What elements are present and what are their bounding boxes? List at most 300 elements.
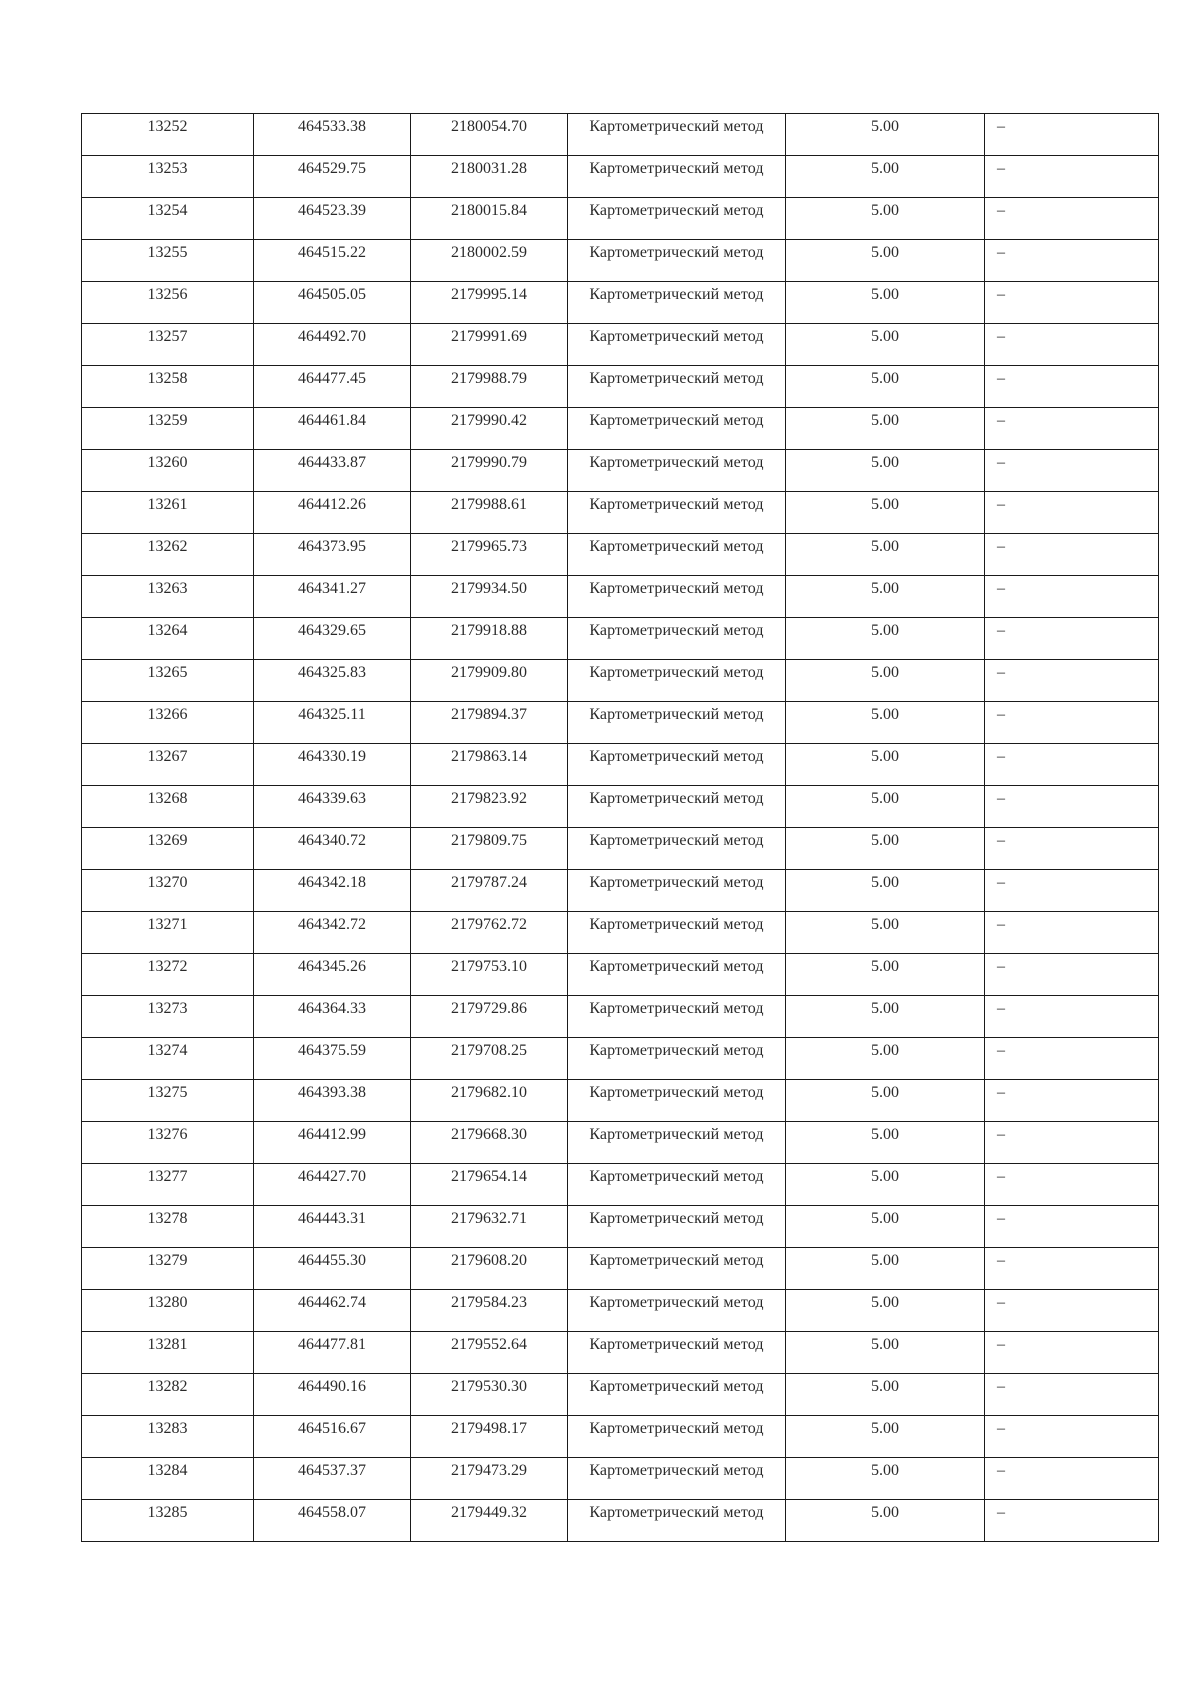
note-value: – — [997, 328, 1005, 345]
coordinates-table-body — [82, 114, 1159, 1542]
y-coordinate-value: 2179990.42 — [451, 412, 527, 429]
x-coordinate-cell — [254, 408, 411, 450]
point-number-cell — [82, 114, 254, 156]
point-number-value: 13257 — [147, 328, 188, 345]
y-coordinate-value: 2179823.92 — [451, 790, 527, 807]
y-coordinate-value: 2179473.29 — [451, 1462, 527, 1479]
y-coordinate-cell — [411, 912, 568, 954]
y-coordinate-cell — [411, 996, 568, 1038]
note-value: – — [997, 1504, 1005, 1521]
note-cell — [985, 240, 1159, 282]
method-cell — [568, 1374, 786, 1416]
note-cell — [985, 996, 1159, 1038]
point-number-value: 13254 — [147, 202, 188, 219]
note-cell — [985, 1332, 1159, 1374]
point-number-value: 13270 — [147, 874, 188, 891]
table-row — [82, 1206, 1159, 1248]
accuracy-cell — [786, 1038, 985, 1080]
method-cell — [568, 618, 786, 660]
method-cell — [568, 1416, 786, 1458]
note-value: – — [997, 454, 1005, 471]
point-number-value: 13259 — [147, 412, 188, 429]
x-coordinate-value: 464342.18 — [298, 874, 366, 891]
note-value: – — [997, 1168, 1005, 1185]
note-value: – — [997, 622, 1005, 639]
accuracy-cell — [786, 408, 985, 450]
accuracy-cell — [786, 576, 985, 618]
accuracy-value: 5.00 — [871, 790, 899, 807]
coordinates-table — [81, 113, 1159, 1542]
accuracy-cell — [786, 1332, 985, 1374]
accuracy-value: 5.00 — [871, 1420, 899, 1437]
note-cell — [985, 618, 1159, 660]
point-number-value: 13277 — [147, 1168, 188, 1185]
x-coordinate-value: 464529.75 — [298, 160, 366, 177]
x-coordinate-cell — [254, 156, 411, 198]
note-value: – — [997, 286, 1005, 303]
y-coordinate-value: 2179632.71 — [451, 1210, 527, 1227]
x-coordinate-value: 464523.39 — [298, 202, 366, 219]
method-value: Картометрический метод — [589, 1294, 764, 1311]
y-coordinate-cell — [411, 324, 568, 366]
note-cell — [985, 1122, 1159, 1164]
accuracy-cell — [786, 828, 985, 870]
x-coordinate-cell — [254, 576, 411, 618]
accuracy-value: 5.00 — [871, 160, 899, 177]
x-coordinate-value: 464325.11 — [298, 706, 366, 723]
x-coordinate-cell — [254, 786, 411, 828]
accuracy-value: 5.00 — [871, 412, 899, 429]
note-cell — [985, 1416, 1159, 1458]
note-cell — [985, 156, 1159, 198]
note-value: – — [997, 370, 1005, 387]
accuracy-cell — [786, 492, 985, 534]
table-row — [82, 492, 1159, 534]
point-number-cell — [82, 1500, 254, 1542]
accuracy-cell — [786, 450, 985, 492]
x-coordinate-cell — [254, 492, 411, 534]
accuracy-value: 5.00 — [871, 1210, 899, 1227]
x-coordinate-value: 464393.38 — [298, 1084, 366, 1101]
note-value: – — [997, 496, 1005, 513]
y-coordinate-value: 2179654.14 — [451, 1168, 527, 1185]
point-number-value: 13273 — [147, 1000, 188, 1017]
y-coordinate-cell — [411, 1038, 568, 1080]
x-coordinate-cell — [254, 1416, 411, 1458]
table-row — [82, 912, 1159, 954]
note-value: – — [997, 1294, 1005, 1311]
method-value: Картометрический метод — [589, 1210, 764, 1227]
note-value: – — [997, 1000, 1005, 1017]
note-cell — [985, 1080, 1159, 1122]
point-number-value: 13255 — [147, 244, 188, 261]
note-cell — [985, 450, 1159, 492]
method-cell — [568, 1458, 786, 1500]
accuracy-value: 5.00 — [871, 958, 899, 975]
y-coordinate-value: 2179449.32 — [451, 1504, 527, 1521]
y-coordinate-value: 2179787.24 — [451, 874, 527, 891]
accuracy-value: 5.00 — [871, 1000, 899, 1017]
method-value: Картометрический метод — [589, 244, 764, 261]
note-cell — [985, 744, 1159, 786]
accuracy-value: 5.00 — [871, 1126, 899, 1143]
method-value: Картометрический метод — [589, 1042, 764, 1059]
accuracy-cell — [786, 744, 985, 786]
method-value: Картометрический метод — [589, 832, 764, 849]
x-coordinate-value: 464412.99 — [298, 1126, 366, 1143]
accuracy-value: 5.00 — [871, 454, 899, 471]
accuracy-value: 5.00 — [871, 1336, 899, 1353]
accuracy-value: 5.00 — [871, 1378, 899, 1395]
y-coordinate-value: 2179498.17 — [451, 1420, 527, 1437]
x-coordinate-value: 464412.26 — [298, 496, 366, 513]
point-number-cell — [82, 1416, 254, 1458]
point-number-value: 13266 — [147, 706, 188, 723]
y-coordinate-cell — [411, 156, 568, 198]
accuracy-value: 5.00 — [871, 244, 899, 261]
table-row — [82, 240, 1159, 282]
x-coordinate-value: 464373.95 — [298, 538, 366, 555]
note-value: – — [997, 916, 1005, 933]
accuracy-value: 5.00 — [871, 1252, 899, 1269]
method-value: Картометрический метод — [589, 454, 764, 471]
x-coordinate-cell — [254, 1332, 411, 1374]
method-value: Картометрический метод — [589, 412, 764, 429]
method-value: Картометрический метод — [589, 664, 764, 681]
point-number-cell — [82, 618, 254, 660]
method-cell — [568, 324, 786, 366]
method-cell — [568, 450, 786, 492]
point-number-value: 13264 — [147, 622, 188, 639]
y-coordinate-cell — [411, 660, 568, 702]
accuracy-value: 5.00 — [871, 622, 899, 639]
point-number-cell — [82, 828, 254, 870]
method-value: Картометрический метод — [589, 622, 764, 639]
accuracy-cell — [786, 996, 985, 1038]
table-row — [82, 156, 1159, 198]
method-value: Картометрический метод — [589, 1504, 764, 1521]
table-row — [82, 1458, 1159, 1500]
method-cell — [568, 1332, 786, 1374]
y-coordinate-cell — [411, 1164, 568, 1206]
note-cell — [985, 660, 1159, 702]
method-cell — [568, 1248, 786, 1290]
method-value: Картометрический метод — [589, 1126, 764, 1143]
x-coordinate-cell — [254, 366, 411, 408]
point-number-value: 13280 — [147, 1294, 188, 1311]
y-coordinate-cell — [411, 282, 568, 324]
x-coordinate-value: 464490.16 — [298, 1378, 366, 1395]
x-coordinate-cell — [254, 1206, 411, 1248]
note-value: – — [997, 538, 1005, 555]
point-number-cell — [82, 1374, 254, 1416]
note-cell — [985, 1374, 1159, 1416]
accuracy-cell — [786, 1164, 985, 1206]
x-coordinate-value: 464341.27 — [298, 580, 366, 597]
accuracy-cell — [786, 366, 985, 408]
x-coordinate-value: 464537.37 — [298, 1462, 366, 1479]
note-cell — [985, 1248, 1159, 1290]
y-coordinate-cell — [411, 702, 568, 744]
point-number-value: 13283 — [147, 1420, 188, 1437]
method-cell — [568, 786, 786, 828]
accuracy-value: 5.00 — [871, 664, 899, 681]
y-coordinate-value: 2179909.80 — [451, 664, 527, 681]
accuracy-value: 5.00 — [871, 916, 899, 933]
x-coordinate-value: 464342.72 — [298, 916, 366, 933]
point-number-cell — [82, 282, 254, 324]
accuracy-value: 5.00 — [871, 118, 899, 135]
x-coordinate-cell — [254, 702, 411, 744]
y-coordinate-cell — [411, 1500, 568, 1542]
point-number-cell — [82, 534, 254, 576]
method-value: Картометрический метод — [589, 1420, 764, 1437]
method-value: Картометрический метод — [589, 538, 764, 555]
note-cell — [985, 1206, 1159, 1248]
accuracy-cell — [786, 954, 985, 996]
accuracy-value: 5.00 — [871, 496, 899, 513]
note-cell — [985, 198, 1159, 240]
note-cell — [985, 1500, 1159, 1542]
accuracy-cell — [786, 324, 985, 366]
note-cell — [985, 1458, 1159, 1500]
x-coordinate-value: 464427.70 — [298, 1168, 366, 1185]
accuracy-cell — [786, 534, 985, 576]
accuracy-cell — [786, 660, 985, 702]
method-value: Картометрический метод — [589, 370, 764, 387]
y-coordinate-cell — [411, 1290, 568, 1332]
y-coordinate-cell — [411, 828, 568, 870]
y-coordinate-value: 2179991.69 — [451, 328, 527, 345]
y-coordinate-cell — [411, 1374, 568, 1416]
accuracy-cell — [786, 1500, 985, 1542]
point-number-cell — [82, 1164, 254, 1206]
accuracy-value: 5.00 — [871, 1462, 899, 1479]
point-number-cell — [82, 1080, 254, 1122]
y-coordinate-cell — [411, 870, 568, 912]
x-coordinate-value: 464505.05 — [298, 286, 366, 303]
point-number-value: 13274 — [147, 1042, 188, 1059]
accuracy-value: 5.00 — [871, 1084, 899, 1101]
point-number-cell — [82, 1206, 254, 1248]
note-value: – — [997, 1126, 1005, 1143]
x-coordinate-cell — [254, 1248, 411, 1290]
point-number-cell — [82, 870, 254, 912]
y-coordinate-value: 2179918.88 — [451, 622, 527, 639]
y-coordinate-value: 2179988.79 — [451, 370, 527, 387]
x-coordinate-value: 464329.65 — [298, 622, 366, 639]
method-value: Картометрический метод — [589, 1084, 764, 1101]
accuracy-value: 5.00 — [871, 328, 899, 345]
note-cell — [985, 576, 1159, 618]
method-value: Картометрический метод — [589, 160, 764, 177]
method-cell — [568, 954, 786, 996]
table-row — [82, 114, 1159, 156]
table-row — [82, 408, 1159, 450]
accuracy-cell — [786, 282, 985, 324]
method-cell — [568, 1290, 786, 1332]
x-coordinate-cell — [254, 954, 411, 996]
table-row — [82, 1374, 1159, 1416]
point-number-cell — [82, 450, 254, 492]
table-row — [82, 828, 1159, 870]
x-coordinate-value: 464364.33 — [298, 1000, 366, 1017]
accuracy-value: 5.00 — [871, 580, 899, 597]
method-cell — [568, 1206, 786, 1248]
note-cell — [985, 366, 1159, 408]
note-value: – — [997, 412, 1005, 429]
y-coordinate-cell — [411, 1122, 568, 1164]
table-row — [82, 450, 1159, 492]
table-row — [82, 954, 1159, 996]
x-coordinate-cell — [254, 996, 411, 1038]
y-coordinate-cell — [411, 618, 568, 660]
table-row — [82, 618, 1159, 660]
note-value: – — [997, 160, 1005, 177]
point-number-cell — [82, 240, 254, 282]
accuracy-value: 5.00 — [871, 286, 899, 303]
x-coordinate-value: 464330.19 — [298, 748, 366, 765]
y-coordinate-value: 2179863.14 — [451, 748, 527, 765]
accuracy-value: 5.00 — [871, 1294, 899, 1311]
point-number-value: 13278 — [147, 1210, 188, 1227]
method-cell — [568, 366, 786, 408]
y-coordinate-cell — [411, 1416, 568, 1458]
accuracy-cell — [786, 1290, 985, 1332]
method-value: Картометрический метод — [589, 1252, 764, 1269]
method-value: Картометрический метод — [589, 1462, 764, 1479]
table-row — [82, 324, 1159, 366]
y-coordinate-cell — [411, 744, 568, 786]
accuracy-value: 5.00 — [871, 370, 899, 387]
point-number-value: 13252 — [147, 118, 188, 135]
note-value: – — [997, 244, 1005, 261]
x-coordinate-cell — [254, 1458, 411, 1500]
method-cell — [568, 1164, 786, 1206]
note-cell — [985, 534, 1159, 576]
x-coordinate-value: 464492.70 — [298, 328, 366, 345]
accuracy-value: 5.00 — [871, 202, 899, 219]
table-row — [82, 870, 1159, 912]
accuracy-cell — [786, 1080, 985, 1122]
x-coordinate-cell — [254, 1038, 411, 1080]
note-value: – — [997, 118, 1005, 135]
point-number-cell — [82, 576, 254, 618]
note-value: – — [997, 874, 1005, 891]
y-coordinate-cell — [411, 1206, 568, 1248]
point-number-value: 13269 — [147, 832, 188, 849]
x-coordinate-value: 464462.74 — [298, 1294, 366, 1311]
x-coordinate-value: 464345.26 — [298, 958, 366, 975]
table-row — [82, 744, 1159, 786]
accuracy-value: 5.00 — [871, 706, 899, 723]
note-cell — [985, 324, 1159, 366]
note-value: – — [997, 748, 1005, 765]
x-coordinate-cell — [254, 534, 411, 576]
x-coordinate-cell — [254, 660, 411, 702]
point-number-value: 13281 — [147, 1336, 188, 1353]
x-coordinate-value: 464433.87 — [298, 454, 366, 471]
point-number-cell — [82, 660, 254, 702]
y-coordinate-cell — [411, 1080, 568, 1122]
point-number-value: 13276 — [147, 1126, 188, 1143]
accuracy-cell — [786, 1248, 985, 1290]
point-number-value: 13265 — [147, 664, 188, 681]
y-coordinate-cell — [411, 114, 568, 156]
y-coordinate-cell — [411, 1248, 568, 1290]
table-row — [82, 1164, 1159, 1206]
x-coordinate-value: 464461.84 — [298, 412, 366, 429]
table-row — [82, 282, 1159, 324]
method-cell — [568, 282, 786, 324]
point-number-value: 13263 — [147, 580, 188, 597]
y-coordinate-cell — [411, 240, 568, 282]
table-row — [82, 1416, 1159, 1458]
method-cell — [568, 702, 786, 744]
x-coordinate-cell — [254, 618, 411, 660]
method-cell — [568, 240, 786, 282]
point-number-value: 13253 — [147, 160, 188, 177]
point-number-cell — [82, 702, 254, 744]
note-cell — [985, 1290, 1159, 1332]
x-coordinate-cell — [254, 1374, 411, 1416]
method-value: Картометрический метод — [589, 748, 764, 765]
accuracy-value: 5.00 — [871, 538, 899, 555]
y-coordinate-value: 2179934.50 — [451, 580, 527, 597]
table-row — [82, 786, 1159, 828]
x-coordinate-value: 464455.30 — [298, 1252, 366, 1269]
method-value: Картометрический метод — [589, 874, 764, 891]
point-number-cell — [82, 366, 254, 408]
accuracy-cell — [786, 1122, 985, 1164]
x-coordinate-cell — [254, 282, 411, 324]
x-coordinate-cell — [254, 1500, 411, 1542]
y-coordinate-value: 2179729.86 — [451, 1000, 527, 1017]
accuracy-cell — [786, 156, 985, 198]
point-number-cell — [82, 1458, 254, 1500]
point-number-cell — [82, 1122, 254, 1164]
table-row — [82, 1248, 1159, 1290]
note-cell — [985, 786, 1159, 828]
accuracy-cell — [786, 1458, 985, 1500]
x-coordinate-value: 464339.63 — [298, 790, 366, 807]
x-coordinate-cell — [254, 744, 411, 786]
point-number-cell — [82, 1290, 254, 1332]
note-cell — [985, 282, 1159, 324]
note-value: – — [997, 958, 1005, 975]
note-cell — [985, 114, 1159, 156]
method-value: Картометрический метод — [589, 496, 764, 513]
point-number-cell — [82, 996, 254, 1038]
accuracy-value: 5.00 — [871, 1042, 899, 1059]
note-value: – — [997, 1210, 1005, 1227]
point-number-value: 13284 — [147, 1462, 188, 1479]
table-row — [82, 1038, 1159, 1080]
accuracy-cell — [786, 198, 985, 240]
method-cell — [568, 1122, 786, 1164]
x-coordinate-value: 464516.67 — [298, 1420, 366, 1437]
y-coordinate-value: 2179809.75 — [451, 832, 527, 849]
y-coordinate-value: 2179995.14 — [451, 286, 527, 303]
note-value: – — [997, 1042, 1005, 1059]
y-coordinate-value: 2179530.30 — [451, 1378, 527, 1395]
y-coordinate-value: 2179708.25 — [451, 1042, 527, 1059]
y-coordinate-value: 2180015.84 — [451, 202, 527, 219]
point-number-cell — [82, 1248, 254, 1290]
point-number-value: 13272 — [147, 958, 188, 975]
point-number-value: 13258 — [147, 370, 188, 387]
accuracy-value: 5.00 — [871, 874, 899, 891]
